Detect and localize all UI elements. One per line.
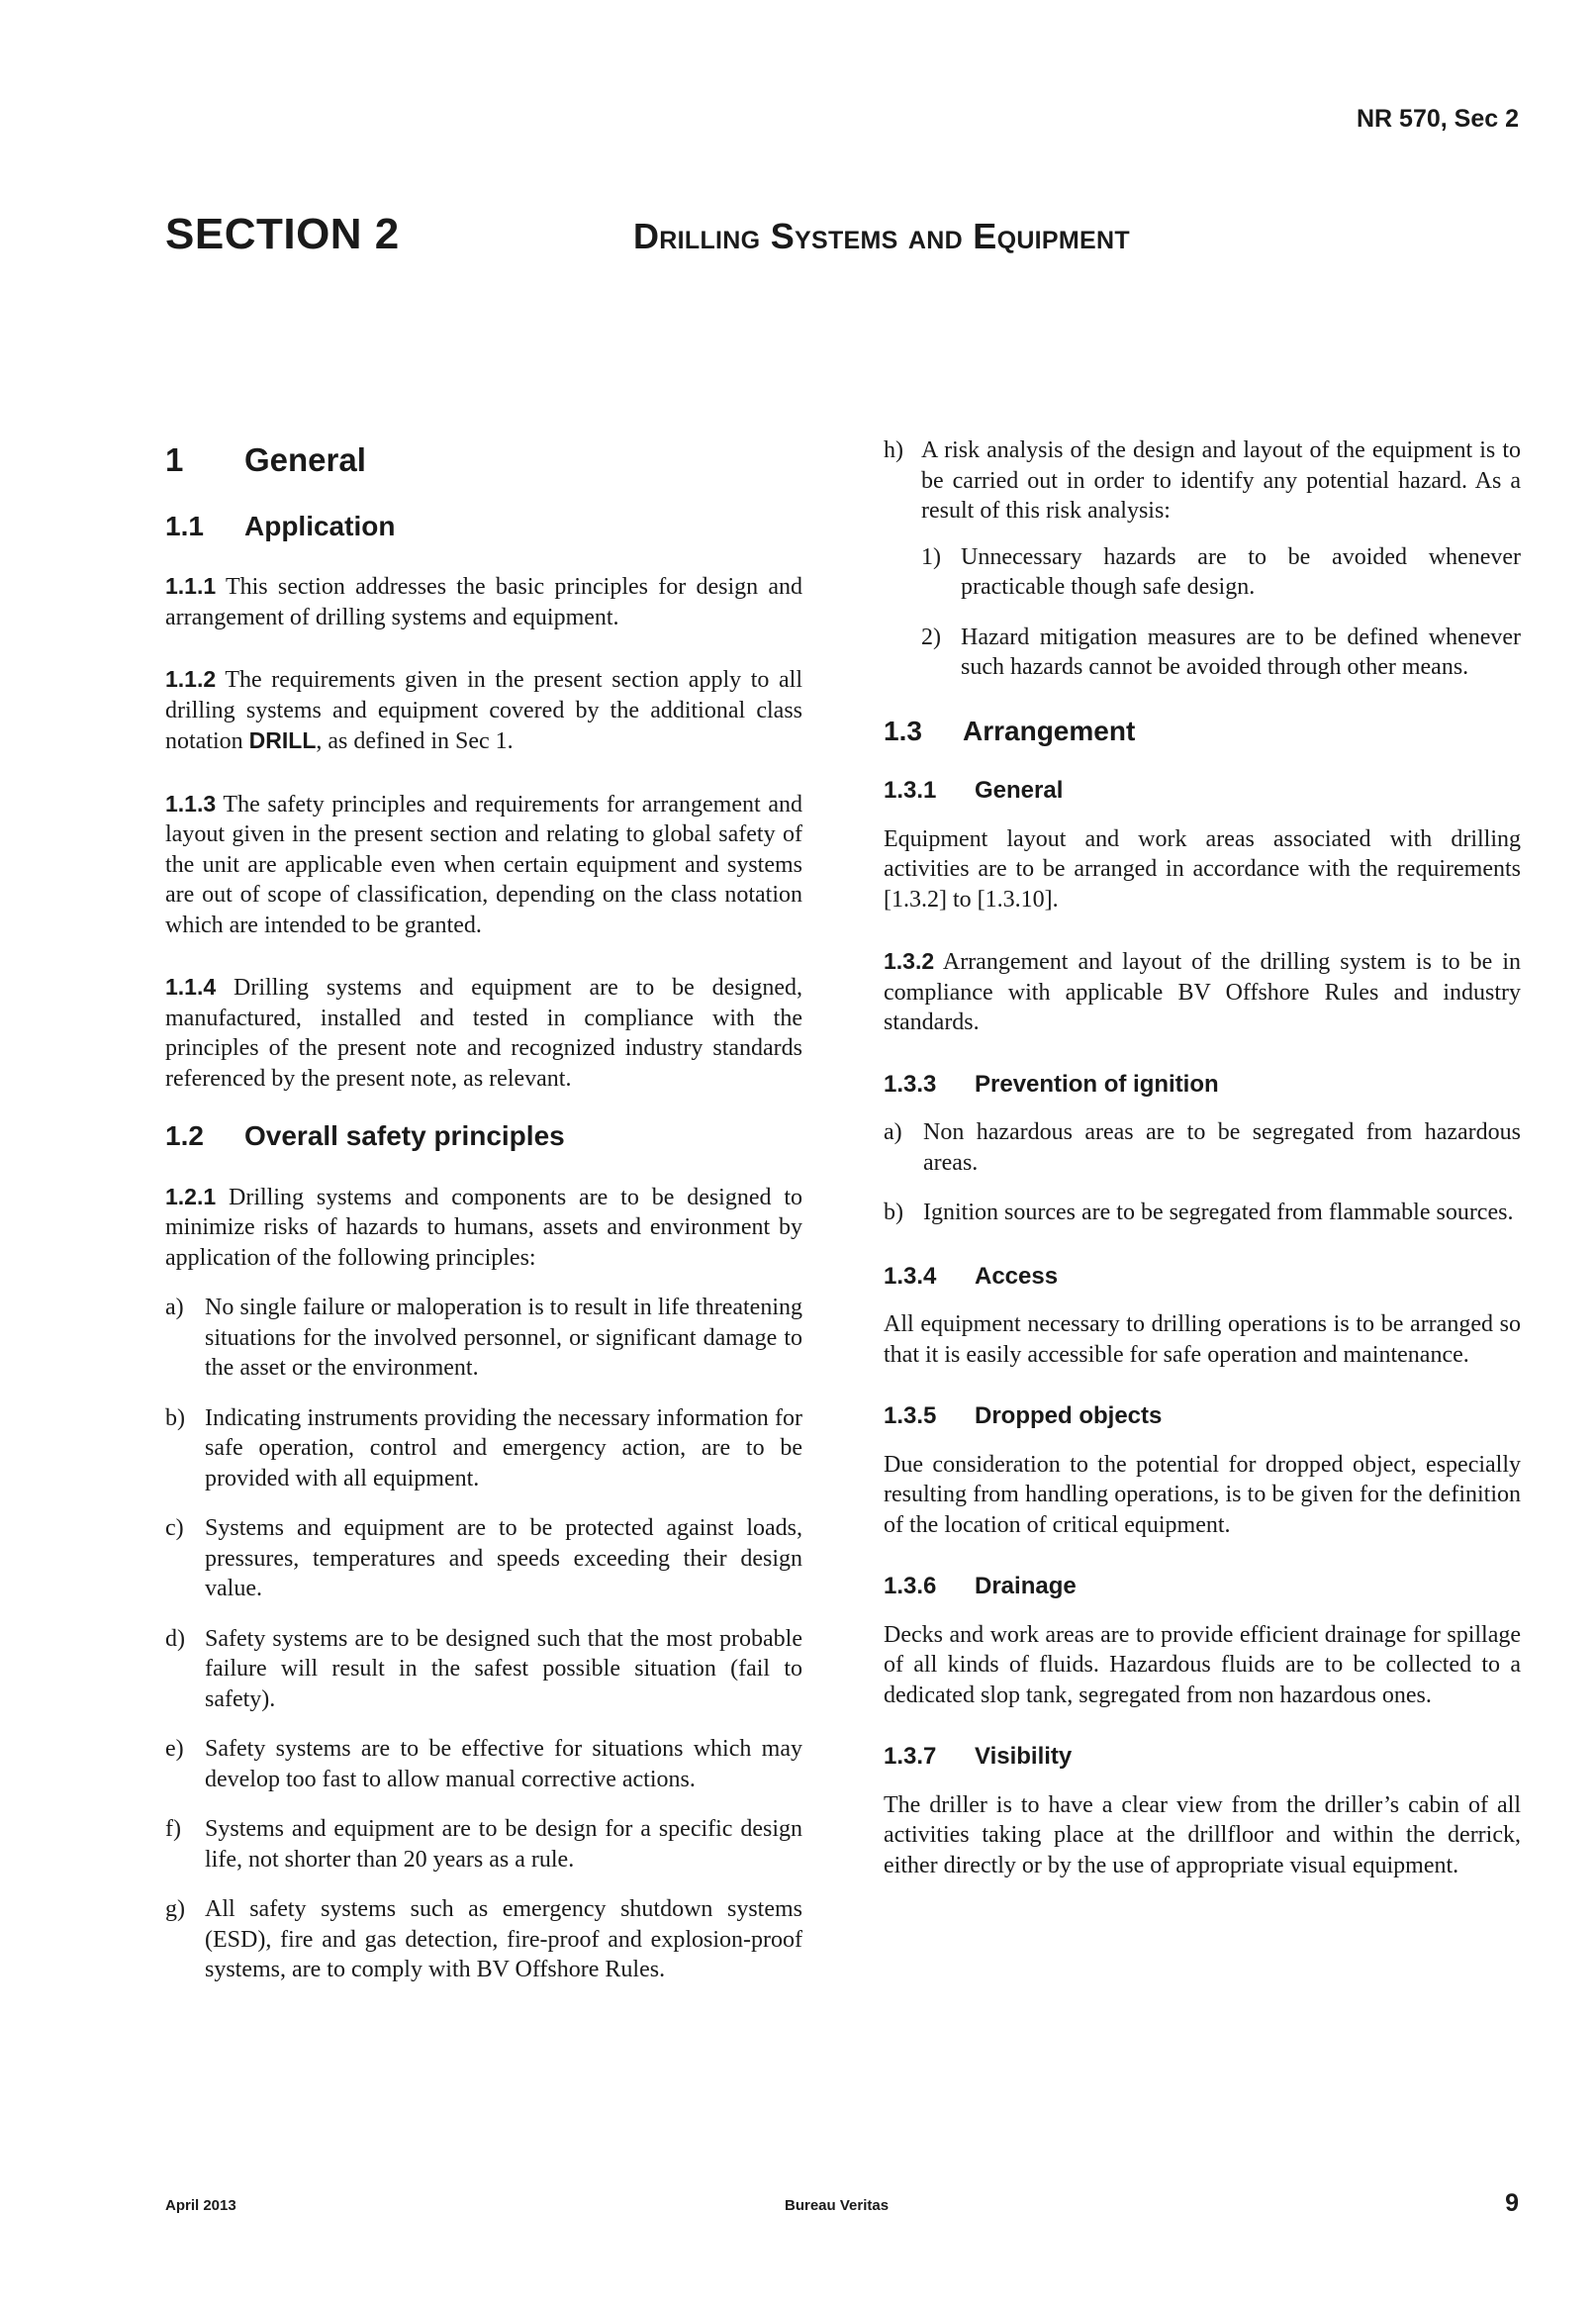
paragraph-text: The requirements given in the present section apply to all drilling systems and equipment covered by the additional class notation [165,667,802,754]
list-item [884,1117,1521,1178]
left-column [165,435,802,2005]
list-text: Unnecessary hazards are to be avoided whenever practicable though safe design. [961,543,1521,600]
list-item [884,1198,1521,1228]
footer-publisher: Bureau Veritas [785,2197,890,2214]
list-marker: a) [884,1119,902,1145]
list-text: Safety systems are to be effective for situations which may develop too fast to allow manual corrective actions. [205,1736,802,1792]
heading-title: Application [244,510,396,541]
paragraph-number: 1.2.1 [165,1183,217,1209]
heading-1-3-5 [884,1401,1521,1432]
heading-number: 1.3.3 [884,1070,937,1098]
list-text: A risk analysis of the design and layout of the equipment is to be carried out in order to identify any potential hazard. As a result of this risk analysis: [921,437,1521,524]
list-marker: h) [884,437,903,463]
paragraph-1-2-1 [165,1182,802,1274]
heading-number: 1.3 [884,715,922,746]
paragraph-number: 1.1.1 [165,573,217,599]
paragraph-1-3-4: All equipment necessary to drilling operations is to be arranged so that it is easily accessible for safe operation and maintenance. [884,1311,1521,1368]
list-text: All safety systems such as emergency shutdown systems (ESD), fire and gas detection, fire-proof and explosion-proof systems, are to comply with BV Offshore Rules. [205,1896,802,1982]
sub-list-item [884,542,1521,603]
list-marker: 2) [921,624,941,650]
list-marker: c) [165,1515,184,1541]
paragraph-1-3-7: The driller is to have a clear view from the driller’s cabin of all activities taking place at the drillfloor and within the derrick, either directly or by the use of appropriate visual equipment. [884,1791,1521,1878]
heading-1-2 [165,1121,802,1152]
sub-list-item [884,623,1521,683]
paragraph-1-1-2 [165,664,802,757]
paragraph-number: 1.1.2 [165,666,217,692]
list-marker: d) [165,1625,185,1652]
paragraph-1-3-6: Decks and work areas are to provide efficient drainage for spillage of all kinds of fluids. Hazardous fluids are to be collected to a dedicated slop tank, segregated from non hazardous ones. [884,1621,1521,1708]
heading-number: 1.3.4 [884,1262,937,1290]
paragraph-text: Drilling systems and components are to be designed to minimize risks of hazards to humans, assets and environment by application of the following principles: [165,1184,803,1271]
list-marker: 1) [921,543,941,570]
list-text: Safety systems are to be designed such that the most probable failure will result in the safest possible situation (fail to safety). [205,1625,802,1712]
list-text: Hazard mitigation measures are to be defined whenever such hazards cannot be avoided through other means. [961,624,1521,680]
right-column [884,435,1521,1912]
heading-1-3-4 [884,1262,1521,1293]
paragraph-text: , as defined in Sec 1. [316,728,514,754]
paragraph-1-3-5: Due consideration to the potential for dropped object, especially resulting from handling operations, is to be given for the definition of the location of critical equipment. [884,1451,1521,1538]
list-item [165,1814,802,1875]
paragraph-1-3-2 [884,946,1521,1038]
footer-date: April 2013 [165,2197,236,2214]
list-text: Ignition sources are to be segregated from flammable sources. [923,1200,1514,1225]
paragraph-text: The safety principles and requirements for arrangement and layout given in the present section and relating to global safety of the unit are applicable even when certain equipment and systems are out of scope of classification, depending on the class notation which are intended to be granted. [165,791,802,938]
list-marker: b) [884,1200,903,1225]
heading-title: Visibility [975,1743,1073,1770]
heading-number: 1.3.1 [884,777,937,804]
list-item [165,1894,802,1985]
paragraph-text: This section addresses the basic principles for design and arrangement of drilling systems and equipment. [165,574,803,630]
heading-title: General [244,441,366,478]
heading-number: 1.1 [165,510,204,541]
class-notation: DRILL [248,727,317,753]
heading-number: 1 [165,441,184,478]
section-number: SECTION 2 [165,210,400,258]
list-item [165,1293,802,1384]
heading-number: 1.3.6 [884,1573,937,1599]
paragraph-number: 1.3.2 [884,948,935,974]
list-text: Indicating instruments providing the necessary information for safe operation, control and emergency action, are to be provided with all equipment. [205,1404,802,1491]
document-reference: NR 570, Sec 2 [1357,105,1519,133]
heading-title: Prevention of ignition [975,1070,1219,1098]
heading-number: 1.3.7 [884,1743,937,1770]
list-item [165,1734,802,1794]
heading-title: Arrangement [963,715,1136,746]
section-title: Drilling Systems and Equipment [633,216,1130,256]
list-text: No single failure or maloperation is to result in life threatening situations for the involved personnel, or significant damage to the asset or the environment. [205,1295,802,1381]
paragraph-1-1-3 [165,789,802,941]
list-text: Non hazardous areas are to be segregated from hazardous areas. [923,1119,1521,1176]
heading-number: 1.2 [165,1120,204,1151]
list-item [884,435,1521,527]
list-item [165,1624,802,1715]
paragraph-text: Drilling systems and equipment are to be designed, manufactured, installed and tested in compliance with the principles of the present note and recognized industry standards referenced by the present note, as relevant. [165,975,802,1092]
heading-1-3 [884,717,1521,747]
heading-title: Dropped objects [975,1402,1163,1429]
heading-1-3-1 [884,776,1521,807]
paragraph-1-1-1 [165,571,802,632]
paragraph-number: 1.1.3 [165,790,217,817]
paragraph-text: Arrangement and layout of the drilling system is to be in compliance with applicable BV Offshore Rules and industry standards. [884,949,1521,1035]
paragraph-number: 1.1.4 [165,974,217,1000]
list-item [165,1403,802,1494]
heading-1 [165,441,802,478]
heading-title: Drainage [975,1573,1077,1599]
list-item [165,1513,802,1604]
paragraph-1-3-1: Equipment layout and work areas associated with drilling activities are to be arranged in accordance with the requirements [1.3.2] to [1.3.10]. [884,825,1521,913]
heading-title: General [975,777,1064,804]
list-marker: a) [165,1295,184,1320]
list-marker: e) [165,1736,184,1762]
heading-1-3-6 [884,1572,1521,1602]
paragraph-1-1-4 [165,972,802,1094]
heading-1-3-7 [884,1742,1521,1773]
list-marker: g) [165,1896,185,1922]
list-marker: f) [165,1816,181,1842]
page-number: 9 [1505,2189,1519,2217]
list-text: Systems and equipment are to be protected against loads, pressures, temperatures and speeds exceeding their design value. [205,1515,802,1601]
heading-1-3-3 [884,1070,1521,1101]
heading-number: 1.3.5 [884,1402,937,1429]
list-text: Systems and equipment are to be design for a specific design life, not shorter than 20 years as a rule. [205,1816,802,1873]
heading-title: Access [975,1262,1059,1290]
heading-title: Overall safety principles [244,1120,565,1151]
list-marker: b) [165,1404,185,1431]
heading-1-1 [165,512,802,542]
